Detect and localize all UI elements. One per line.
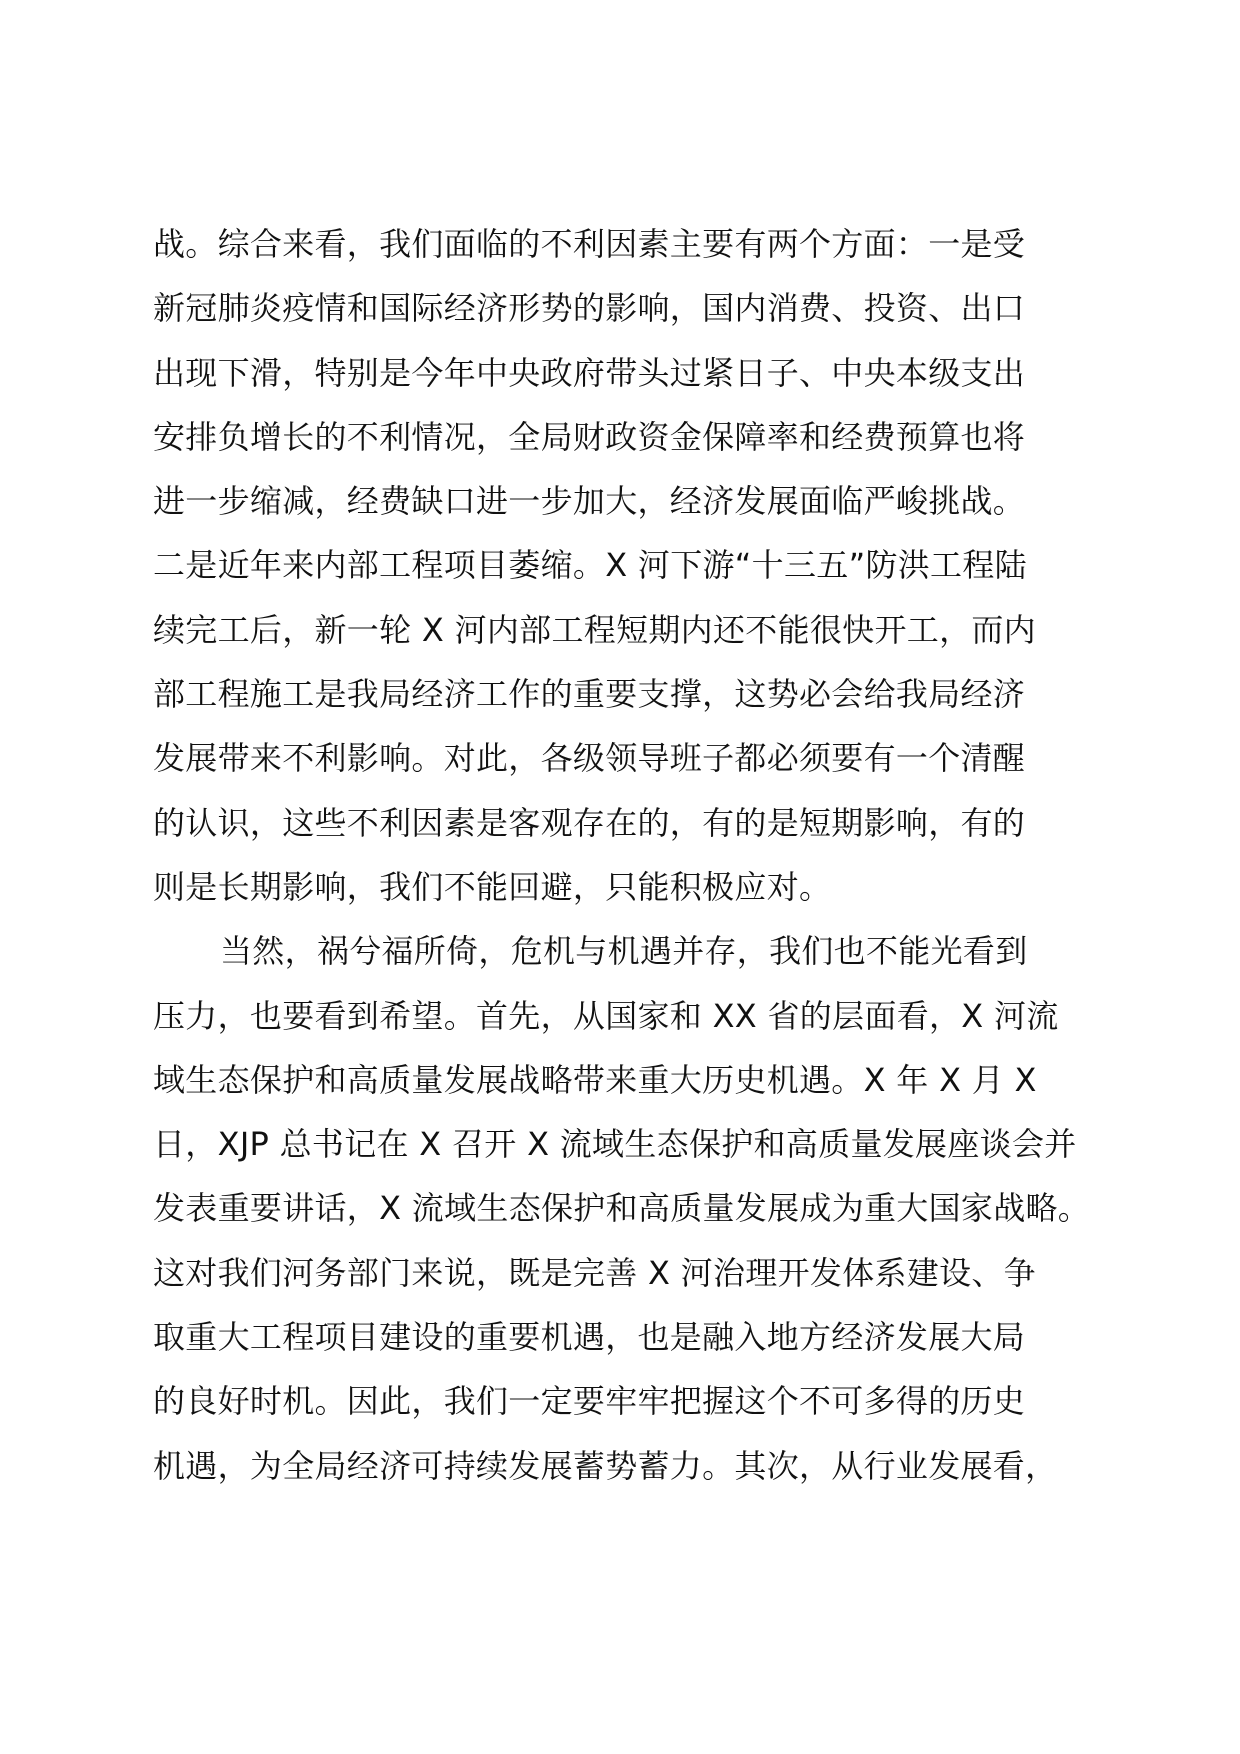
body-text: [153, 212, 1113, 1498]
text-line: 压力，也要看到希望。首先，从国家和 XX 省的层面看，X 河流: [153, 996, 1059, 1035]
text-line: 安排负增长的不利情况，全局财政资金保障率和经费预算也将: [153, 417, 1026, 456]
paragraph-start-line: 当然，祸兮福所倚，危机与机遇并存，我们也不能光看到: [220, 932, 1028, 971]
text-line: 新冠肺炎疫情和国际经济形势的影响，国内消费、投资、出口: [153, 289, 1026, 328]
text-line: 出现下滑，特别是今年中央政府带头过紧日子、中央本级支出: [153, 353, 1026, 392]
text-line: 部工程施工是我局经济工作的重要支撑，这势必会给我局经济: [153, 675, 1026, 714]
text-line: 取重大工程项目建设的重要机遇，也是融入地方经济发展大局: [153, 1318, 1026, 1357]
text-line: 进一步缩减，经费缺口进一步加大，经济发展面临严峻挑战。: [153, 482, 1026, 521]
text-line: 发展带来不利影响。对此，各级领导班子都必须要有一个清醒: [153, 739, 1026, 778]
text-line: 机遇，为全局经济可持续发展蓄势蓄力。其次，从行业发展看，: [153, 1446, 1058, 1485]
text-line: 战。综合来看，我们面临的不利因素主要有两个方面：一是受: [153, 225, 1026, 263]
text-line: 则是长期影响，我们不能回避，只能积极应对。: [153, 867, 832, 906]
text-line: 二是近年来内部工程项目萎缩。X 河下游“十三五”防洪工程陆: [153, 546, 1027, 585]
text-line: 续完工后，新一轮 X 河内部工程短期内还不能很快开工，而内: [153, 610, 1036, 649]
text-line: 的良好时机。因此，我们一定要牢牢把握这个不可多得的历史: [153, 1382, 1026, 1421]
text-line: 日，XJP 总书记在 X 召开 X 流域生态保护和高质量发展座谈会并: [153, 1125, 1077, 1164]
text-line: 这对我们河务部门来说，既是完善 X 河治理开发体系建设、争: [153, 1253, 1036, 1292]
text-line: 域生态保护和高质量发展战略带来重大历史机遇。X 年 X 月 X: [153, 1060, 1037, 1099]
text-line: 的认识，这些不利因素是客观存在的，有的是短期影响，有的: [153, 803, 1026, 842]
text-line: 发表重要讲话，X 流域生态保护和高质量发展成为重大国家战略。: [153, 1189, 1091, 1228]
